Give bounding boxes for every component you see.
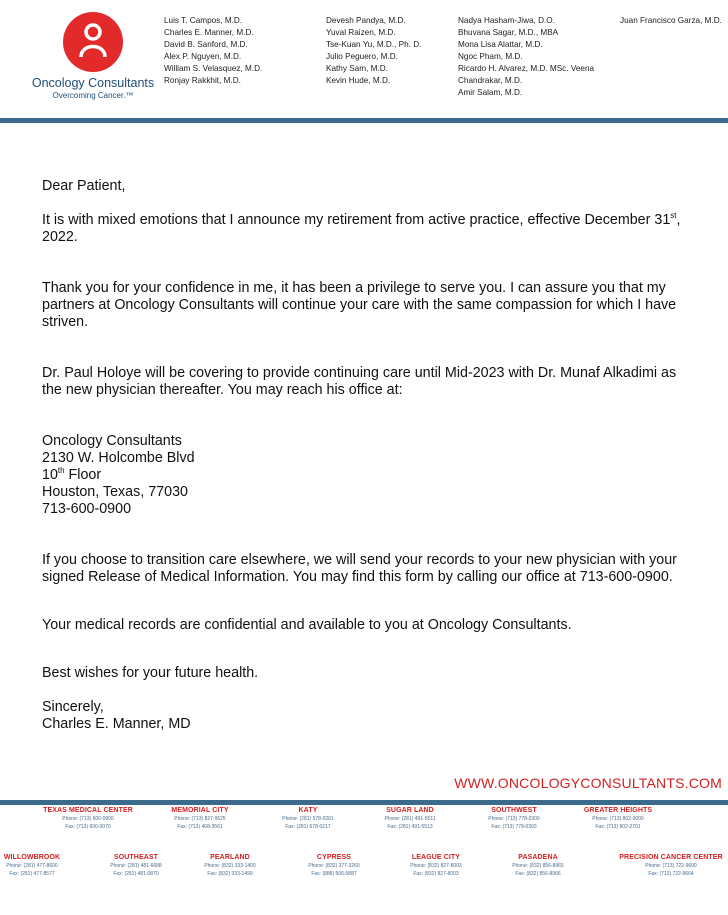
physician-name: Alex P. Nguyen, M.D. bbox=[164, 52, 242, 61]
paragraph-retirement: It is with mixed emotions that I announce my retirement from active practice, effective December 31st, 2022. bbox=[42, 211, 681, 245]
location-memorial-city: MEMORIAL CITY Phone: (713) 827-9525 Fax: (713) 468-3561 bbox=[171, 807, 229, 830]
paragraph-records: Your medical records are confidential and available to you at Oncology Consultants. bbox=[42, 617, 572, 633]
address-phone: 713-600-0900 bbox=[42, 501, 132, 517]
header-divider bbox=[0, 118, 728, 123]
letter-body bbox=[42, 178, 692, 733]
physician-name: Mona Lisa Alattar, M.D. bbox=[458, 40, 543, 49]
address-name: Oncology Consultants bbox=[42, 433, 182, 449]
logo-tagline: Overcoming Cancer.™ bbox=[52, 91, 134, 100]
address-city: Houston, Texas, 77030 bbox=[42, 484, 188, 500]
physician-name: Tse-Kuan Yu, M.D., Ph. D. bbox=[326, 40, 422, 49]
location-pearland: PEARLAND Phone: (832) 333-1400 Fax: (832) 333-1499 bbox=[204, 854, 256, 877]
physician-name: Ngoc Pham, M.D. bbox=[458, 52, 523, 61]
location-pasadena: PASADENA Phone: (832) 856-8965 Fax: (832) 856-8966 bbox=[512, 854, 564, 877]
address-floor: 10th Floor bbox=[42, 466, 102, 483]
footer-divider bbox=[0, 800, 728, 805]
physician-name: Chandrakar, M.D. bbox=[458, 76, 523, 85]
logo-mark-icon bbox=[63, 12, 123, 72]
location-katy: KATY Phone: (281) 578-0201 Fax: (281) 578-0217 bbox=[282, 807, 334, 830]
signature: Charles E. Manner, MD bbox=[42, 716, 191, 732]
location-cypress: CYPRESS Phone: (832) 377-3260 Fax: (888) 506-5887 bbox=[308, 854, 360, 877]
physician-name: Amir Salam, M.D. bbox=[458, 88, 523, 97]
greeting: Dear Patient, bbox=[42, 178, 126, 194]
logo bbox=[28, 12, 158, 100]
physician-list-col1 bbox=[164, 15, 262, 87]
physician-name: Ricardo H. Alvarez, M.D. MSc. Veena bbox=[458, 64, 595, 73]
physician-name: Devesh Pandya, M.D. bbox=[326, 16, 406, 25]
physician-name: Bhuvana Sagar, M.D., MBA bbox=[458, 28, 559, 37]
physician-name: David B. Sanford, M.D. bbox=[164, 40, 248, 49]
paragraph-thanks: Thank you for your confidence in me, it has been a privilege to serve you. I can assure you that my partners at Oncology Consultants will continue your care with the same compassion for which I have striven. bbox=[42, 280, 677, 330]
address-street: 2130 W. Holcombe Blvd bbox=[42, 450, 195, 466]
physician-name: Kevin Hude, M.D. bbox=[326, 76, 391, 85]
location-greater-heights: GREATER HEIGHTS Phone: (713) 802-0000 Fax: (713) 802-2701 bbox=[583, 807, 653, 830]
location-texas-medical-center: TEXAS MEDICAL CENTER Phone: (713) 600-0900 Fax: (713) 600-0070 bbox=[43, 807, 133, 830]
logo-name: Oncology Consultants bbox=[31, 76, 155, 90]
physician-name: Luis T. Campos, M.D. bbox=[164, 16, 243, 25]
website-link[interactable]: WWW.ONCOLOGYCONSULTANTS.COM bbox=[454, 775, 722, 791]
location-sugar-land: SUGAR LAND Phone: (281) 491-5511 Fax: (281) 491-5513 bbox=[384, 807, 436, 830]
location-southeast: SOUTHEAST Phone: (281) 481-6688 Fax: (281) 481-0870 bbox=[110, 854, 162, 877]
physician-list-col2 bbox=[326, 15, 421, 87]
physician-name: Ronjay Rakkhit, M.D. bbox=[164, 76, 241, 85]
physician-name: William S. Velasquez, M.D. bbox=[164, 64, 263, 73]
physician-name: Juan Francisco Garza, M.D. bbox=[620, 16, 722, 25]
location-willowbrook: WILLOWBROOK Phone: (281) 477-8600 Fax: (281) 477-8577 bbox=[3, 854, 61, 877]
physician-name: Yuval Raizen, M.D. bbox=[326, 28, 396, 37]
physician-name: Charles E. Manner, M.D. bbox=[164, 28, 254, 37]
paragraph-wishes: Best wishes for your future health. bbox=[42, 665, 259, 681]
paragraph-coverage: Dr. Paul Holoye will be covering to provide continuing care until Mid-2023 with Dr. Munaf Alkadimi as the new physician thereafter. You may reach his office at: bbox=[42, 365, 677, 398]
location-southwest: SOUTHWEST Phone: (713) 778-0300 Fax: (713) 778-0303 bbox=[488, 807, 540, 830]
closing: Sincerely, bbox=[42, 699, 104, 715]
location-league-city: LEAGUE CITY Phone: (832) 827-8003 Fax: (832) 827-8003 bbox=[410, 854, 462, 877]
office-address bbox=[42, 433, 692, 518]
physician-list-col4 bbox=[620, 15, 722, 27]
location-precision-cancer-center: PRECISION CANCER CENTER Phone: (713) 722-9600 Fax: (713) 722-9664 bbox=[619, 854, 723, 877]
physician-name: Kathy Sam, M.D. bbox=[326, 64, 388, 73]
physician-name: Nadya Hasham-Jiwa, D.O. bbox=[458, 16, 555, 25]
physician-list-col3 bbox=[458, 15, 594, 99]
physician-name: Julio Peguero, M.D. bbox=[326, 52, 398, 61]
paragraph-transition: If you choose to transition care elsewhere, we will send your records to your new physician with your signed Release of Medical Information. You may find this form by calling our office at 713-600-0900. bbox=[42, 552, 677, 585]
